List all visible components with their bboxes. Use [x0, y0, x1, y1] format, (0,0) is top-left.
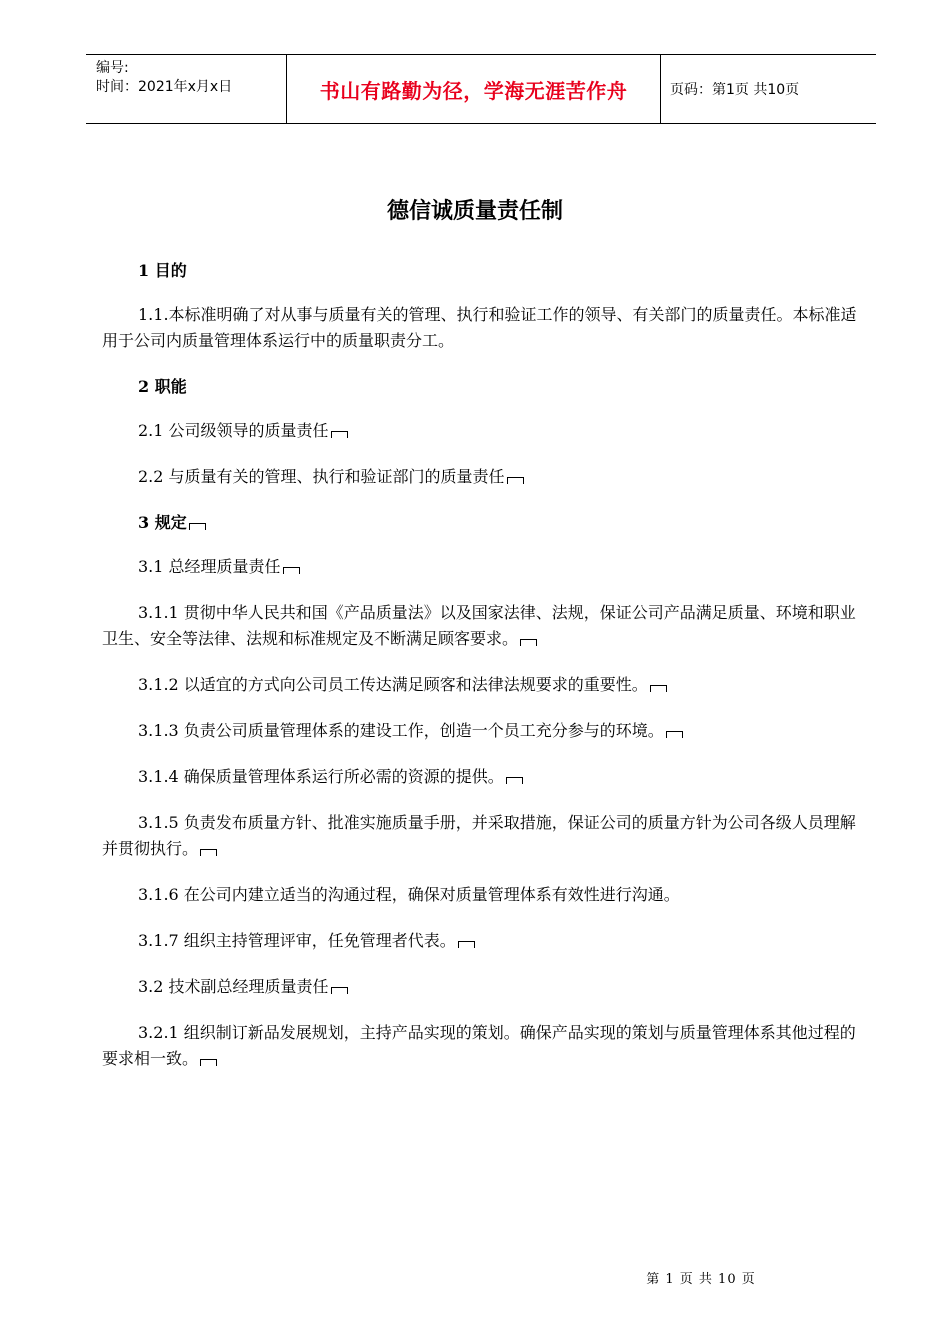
page-header — [86, 54, 876, 124]
header-meta — [96, 59, 232, 97]
paragraph — [102, 1020, 862, 1072]
paragraph — [102, 672, 862, 698]
paragraph — [102, 810, 862, 862]
paragraph-mark-icon — [283, 567, 300, 574]
header-page-info: 页码：第1页 共10页 — [670, 82, 800, 98]
paragraph — [102, 928, 862, 954]
header-divider — [660, 55, 661, 123]
paragraph-mark-icon — [200, 1059, 217, 1066]
page-footer — [0, 1268, 950, 1287]
paragraph-mark-icon — [650, 685, 667, 692]
paragraph-text: 3.2.1 组织制订新品发展规划，主持产品实现的策划。确保产品实现的策划与质量管理体系其他过程的要求相一致。 — [102, 1023, 856, 1068]
paragraph-text: 3.1 总经理质量责任 — [138, 557, 281, 576]
paragraph — [102, 302, 862, 354]
paragraph-text: 2.1 公司级领导的质量责任 — [138, 421, 329, 440]
paragraph-text: 3.1.5 负责发布质量方针、批准实施质量手册，并采取措施，保证公司的质量方针为公司各级人员理解并贯彻执行。 — [102, 813, 856, 858]
paragraph-text: 3 规定 — [138, 513, 187, 532]
document-body — [102, 258, 862, 1092]
paragraph-text: 2.2 与质量有关的管理、执行和验证部门的质量责任 — [138, 467, 505, 486]
header-motto: 书山有路勤为径，学海无涯苦作舟 — [319, 78, 628, 103]
paragraph-mark-icon — [666, 731, 683, 738]
paragraph — [102, 882, 862, 908]
paragraph-mark-icon — [331, 431, 348, 438]
paragraph-text: 3.1.4 确保质量管理体系运行所必需的资源的提供。 — [138, 767, 504, 786]
paragraph-mark-icon — [520, 639, 537, 646]
paragraph-mark-icon — [506, 777, 523, 784]
paragraph-text: 1 目的 — [138, 261, 187, 280]
paragraph-text: 3.1.1 贯彻中华人民共和国《产品质量法》以及国家法律、法规，保证公司产品满足质量、环境和职业卫生、安全等法律、法规和标准规定及不断满足顾客要求。 — [102, 603, 856, 648]
time-line: 时间：2021年x月x日 — [96, 79, 233, 95]
paragraph-mark-icon — [331, 987, 348, 994]
paragraph-text: 3.1.3 负责公司质量管理体系的建设工作，创造一个员工充分参与的环境。 — [138, 721, 664, 740]
footer-page-number: 第 1 页 共 10 页 — [646, 1272, 756, 1287]
paragraph-text: 1.1.本标准明确了对从事与质量有关的管理、执行和验证工作的领导、有关部门的质量责任。本标准适用于公司内质量管理体系运行中的质量职责分工。 — [102, 305, 857, 350]
code-label: 编号: — [96, 60, 129, 76]
paragraph — [102, 464, 862, 490]
paragraph-mark-icon — [507, 477, 524, 484]
paragraph — [102, 418, 862, 444]
paragraph-text: 3.1.7 组织主持管理评审，任免管理者代表。 — [138, 931, 456, 950]
paragraph — [102, 764, 862, 790]
paragraph-text: 3.2 技术副总经理质量责任 — [138, 977, 329, 996]
paragraph-mark-icon — [458, 941, 475, 948]
paragraph-text: 3.1.2 以适宜的方式向公司员工传达满足顾客和法律法规要求的重要性。 — [138, 675, 648, 694]
document-title: 德信诚质量责任制 — [386, 199, 563, 224]
section-heading — [102, 374, 862, 400]
paragraph-mark-icon — [189, 523, 206, 530]
section-heading — [102, 258, 862, 284]
paragraph-text: 2 职能 — [138, 377, 187, 396]
paragraph — [102, 718, 862, 744]
section-heading — [102, 510, 862, 536]
paragraph — [102, 974, 862, 1000]
paragraph-text: 3.1.6 在公司内建立适当的沟通过程，确保对质量管理体系有效性进行沟通。 — [138, 885, 680, 904]
paragraph — [102, 600, 862, 652]
paragraph-mark-icon — [200, 849, 217, 856]
paragraph — [102, 554, 862, 580]
